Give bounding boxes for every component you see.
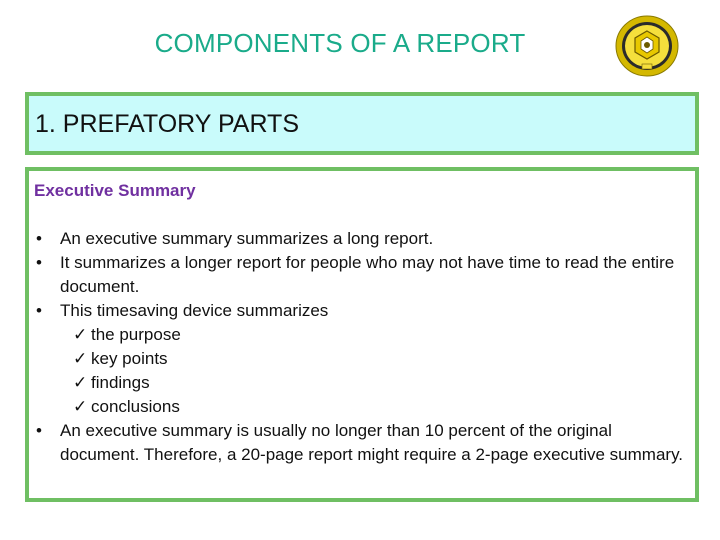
- sub-bullet-item: [29, 323, 689, 347]
- sub-bullet-text: findings: [91, 373, 150, 392]
- sub-bullet-text: key points: [91, 349, 168, 368]
- checkmark-icon: ✓: [73, 397, 88, 416]
- university-seal-icon: [615, 15, 679, 77]
- bullet-text: This timesaving device summarizes: [60, 301, 329, 320]
- checkmark-icon: ✓: [73, 325, 88, 344]
- bullet-icon: •: [36, 229, 42, 248]
- bullet-icon: •: [36, 253, 42, 272]
- bullet-text: It summarizes a longer report for people who may not have time to read the entire document.: [60, 253, 675, 296]
- bullet-text: An executive summary is usually no longer than 10 percent of the original document. Therefore, a 20-page report might require a 2-page executive summary.: [60, 421, 684, 464]
- sub-bullet-text: the purpose: [91, 325, 181, 344]
- section-heading: 1. PREFATORY PARTS: [35, 110, 299, 138]
- bullet-item: [29, 299, 689, 323]
- bullet-list: [29, 227, 689, 467]
- content-box: [25, 167, 699, 502]
- sub-bullet-item: [29, 395, 689, 419]
- checkmark-icon: ✓: [73, 349, 88, 368]
- checkmark-icon: ✓: [73, 373, 88, 392]
- sub-bullet-text: conclusions: [91, 397, 180, 416]
- subheading: Executive Summary: [34, 181, 196, 200]
- bullet-item: [29, 419, 689, 467]
- bullet-text: An executive summary summarizes a long report.: [60, 229, 434, 248]
- slide-title: COMPONENTS OF A REPORT: [154, 28, 526, 58]
- bullet-icon: •: [36, 301, 42, 320]
- sub-bullet-item: [29, 347, 689, 371]
- bullet-item: [29, 251, 689, 299]
- sub-bullet-item: [29, 371, 689, 395]
- bullet-item: [29, 227, 689, 251]
- section-header-box: [25, 92, 699, 155]
- bullet-icon: •: [36, 421, 42, 440]
